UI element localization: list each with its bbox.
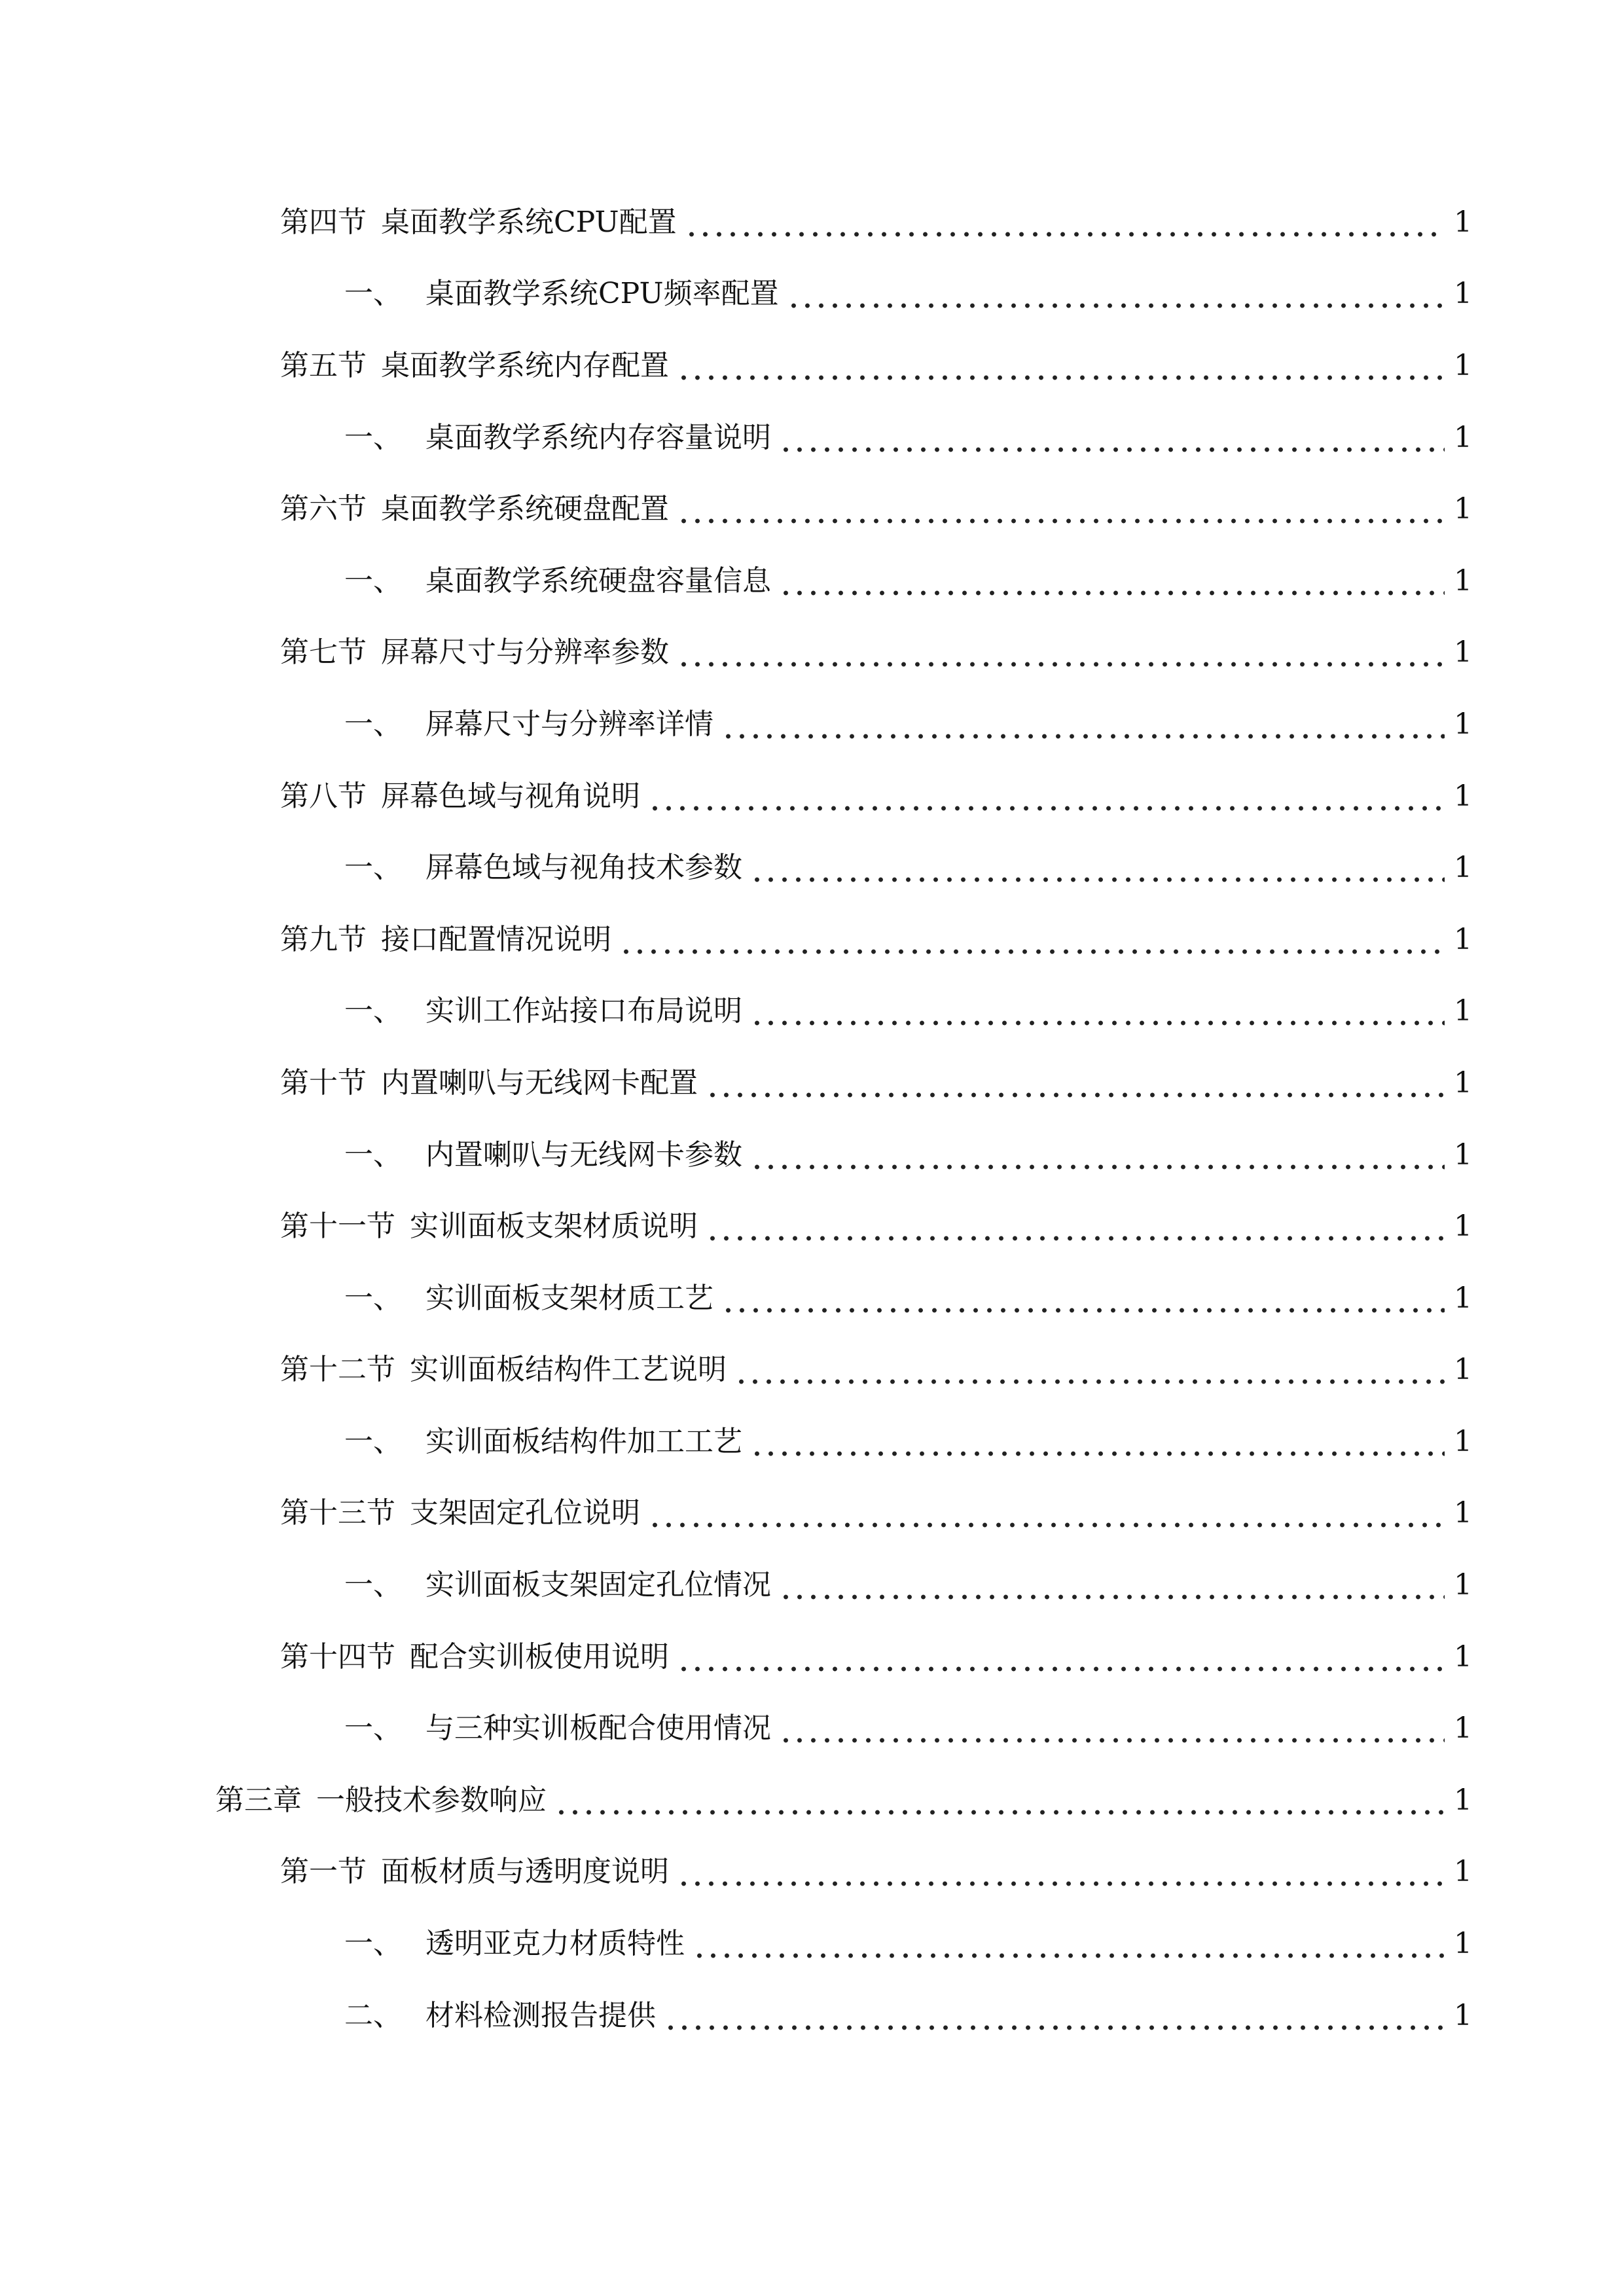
dot-leader — [648, 782, 1445, 811]
toc-entry-page-number: 1 — [1454, 922, 1472, 956]
toc-entry-number: 第一节 — [280, 1855, 367, 1889]
toc-entry[interactable] — [0, 832, 1624, 904]
toc-entry-title: 屏幕尺寸与分辨率详情 — [425, 707, 713, 741]
dot-leader — [779, 567, 1445, 596]
toc-entry-title: 实训面板支架材质说明 — [410, 1210, 698, 1244]
dot-leader — [787, 279, 1445, 308]
toc-entry-label — [280, 1353, 727, 1387]
toc-entry-page-number: 1 — [1454, 205, 1472, 239]
toc-entry[interactable] — [0, 1263, 1624, 1335]
dot-leader — [706, 1212, 1445, 1241]
toc-entry-label — [280, 779, 640, 813]
dot-leader — [750, 997, 1445, 1026]
toc-entry-label — [344, 564, 771, 598]
dot-leader — [721, 1284, 1445, 1313]
dot-leader — [664, 2001, 1445, 2030]
toc-entry[interactable] — [0, 1406, 1624, 1478]
toc-entry-number: 一、 — [344, 851, 402, 885]
toc-entry-label — [280, 636, 669, 670]
toc-entry-title: 与三种实训板配合使用情况 — [425, 1712, 771, 1746]
toc-entry-page-number: 1 — [1454, 851, 1472, 885]
toc-entry-label — [344, 277, 779, 311]
toc-entry[interactable] — [0, 545, 1624, 617]
toc-entry-label — [344, 851, 742, 885]
dot-leader — [750, 853, 1445, 882]
toc-entry[interactable] — [0, 1478, 1624, 1550]
toc-entry-title: 桌面教学系统内存容量说明 — [425, 420, 771, 454]
dot-leader — [721, 710, 1445, 739]
toc-entry[interactable] — [0, 473, 1624, 545]
dot-leader — [677, 1643, 1445, 1672]
dot-leader — [619, 925, 1445, 954]
toc-entry-number: 第十四节 — [280, 1640, 395, 1674]
toc-entry-page-number: 1 — [1454, 564, 1472, 598]
dot-leader — [779, 1714, 1445, 1743]
toc-entry[interactable] — [0, 1549, 1624, 1621]
toc-entry-label — [344, 1281, 713, 1315]
toc-entry-title: 桌面教学系统硬盘配置 — [381, 492, 669, 526]
dot-leader — [693, 1929, 1445, 1958]
toc-entry-label — [344, 1568, 771, 1602]
toc-entry[interactable] — [0, 1765, 1624, 1837]
toc-entry-page-number: 1 — [1454, 1138, 1472, 1172]
toc-entry-page-number: 1 — [1454, 1855, 1472, 1889]
toc-entry-number: 一、 — [344, 994, 402, 1028]
toc-entry[interactable] — [0, 187, 1624, 259]
dot-leader — [779, 1571, 1445, 1600]
table-of-contents — [0, 187, 1624, 2051]
toc-entry-number: 一、 — [344, 707, 402, 741]
toc-entry-page-number: 1 — [1454, 1927, 1472, 1961]
toc-entry-label — [344, 1998, 656, 2032]
toc-entry-label — [280, 348, 669, 382]
toc-entry-number: 一、 — [344, 420, 402, 454]
toc-entry-title: 实训面板结构件加工工艺 — [425, 1424, 742, 1458]
toc-entry-number: 一、 — [344, 277, 402, 311]
toc-entry-title: 实训面板支架材质工艺 — [425, 1281, 713, 1315]
toc-entry-label — [344, 1138, 742, 1172]
toc-entry-label — [280, 205, 677, 239]
toc-entry-title: 内置喇叭与无线网卡参数 — [425, 1138, 742, 1172]
toc-entry-title: 桌面教学系统CPU频率配置 — [425, 277, 779, 311]
toc-entry-number: 一、 — [344, 1927, 402, 1961]
toc-entry-label — [344, 707, 713, 741]
dot-leader — [554, 1786, 1445, 1815]
toc-entry-page-number: 1 — [1454, 636, 1472, 670]
toc-entry-label — [215, 1783, 547, 1817]
toc-entry-title: 屏幕尺寸与分辨率参数 — [381, 636, 669, 670]
toc-entry-title: 一般技术参数响应 — [316, 1783, 547, 1817]
toc-entry-label — [344, 994, 742, 1028]
toc-entry-page-number: 1 — [1454, 277, 1472, 311]
toc-entry-page-number: 1 — [1454, 1210, 1472, 1244]
toc-entry-label — [280, 1855, 669, 1889]
toc-entry-number: 第六节 — [280, 492, 367, 526]
dot-leader — [677, 351, 1445, 380]
dot-leader — [648, 1499, 1445, 1528]
toc-entry-label — [344, 1927, 685, 1961]
toc-entry-title: 支架固定孔位说明 — [410, 1496, 640, 1530]
toc-entry-page-number: 1 — [1454, 1998, 1472, 2032]
toc-entry[interactable] — [0, 1980, 1624, 2052]
toc-entry[interactable] — [0, 1119, 1624, 1191]
dot-leader — [677, 638, 1445, 667]
dot-leader — [750, 1427, 1445, 1456]
toc-entry-title: 接口配置情况说明 — [381, 922, 611, 956]
dot-leader — [779, 423, 1445, 452]
toc-entry-page-number: 1 — [1454, 492, 1472, 526]
toc-entry-title: 实训面板结构件工艺说明 — [410, 1353, 727, 1387]
toc-entry-page-number: 1 — [1454, 707, 1472, 741]
toc-entry-number: 一、 — [344, 1281, 402, 1315]
toc-entry-label — [280, 1496, 640, 1530]
toc-entry[interactable] — [0, 1191, 1624, 1263]
toc-entry-title: 桌面教学系统CPU配置 — [381, 205, 677, 239]
toc-entry-number: 第四节 — [280, 205, 367, 239]
toc-entry[interactable] — [0, 689, 1624, 761]
toc-entry[interactable] — [0, 617, 1624, 689]
toc-entry-number: 第十节 — [280, 1066, 367, 1100]
toc-entry-title: 内置喇叭与无线网卡配置 — [381, 1066, 698, 1100]
toc-entry[interactable] — [0, 1837, 1624, 1909]
toc-entry-page-number: 1 — [1454, 1424, 1472, 1458]
toc-entry-page-number: 1 — [1454, 779, 1472, 813]
toc-entry-number: 一、 — [344, 1568, 402, 1602]
toc-entry-page-number: 1 — [1454, 1568, 1472, 1602]
toc-entry-label — [280, 922, 611, 956]
toc-entry-number: 一、 — [344, 1138, 402, 1172]
toc-entry-number: 第十二节 — [280, 1353, 395, 1387]
toc-entry[interactable] — [0, 259, 1624, 331]
toc-entry-number: 第九节 — [280, 922, 367, 956]
toc-entry-title: 桌面教学系统硬盘容量信息 — [425, 564, 771, 598]
toc-entry-number: 一、 — [344, 564, 402, 598]
dot-leader — [685, 208, 1445, 237]
toc-entry[interactable] — [0, 904, 1624, 976]
toc-entry-title: 桌面教学系统内存配置 — [381, 348, 669, 382]
toc-entry-page-number: 1 — [1454, 994, 1472, 1028]
dot-leader — [677, 495, 1445, 524]
toc-entry-label — [280, 1066, 698, 1100]
dot-leader — [734, 1355, 1445, 1384]
toc-entry-number: 第三章 — [215, 1783, 302, 1817]
toc-entry[interactable] — [0, 402, 1624, 474]
toc-entry[interactable] — [0, 976, 1624, 1048]
toc-entry-label — [280, 1640, 669, 1674]
dot-leader — [677, 1857, 1445, 1886]
toc-entry-title: 面板材质与透明度说明 — [381, 1855, 669, 1889]
toc-entry-number: 第八节 — [280, 779, 367, 813]
toc-entry-title: 透明亚克力材质特性 — [425, 1927, 685, 1961]
toc-entry-number: 第七节 — [280, 636, 367, 670]
toc-entry-page-number: 1 — [1454, 1712, 1472, 1746]
toc-entry-number: 一、 — [344, 1712, 402, 1746]
toc-entry-page-number: 1 — [1454, 420, 1472, 454]
dot-leader — [750, 1141, 1445, 1170]
toc-entry[interactable] — [0, 761, 1624, 833]
toc-entry-number: 一、 — [344, 1424, 402, 1458]
toc-entry-page-number: 1 — [1454, 1783, 1472, 1817]
toc-entry-label — [344, 1424, 742, 1458]
toc-entry-label — [344, 420, 771, 454]
toc-entry-number: 第十三节 — [280, 1496, 395, 1530]
toc-entry-title: 实训面板支架固定孔位情况 — [425, 1568, 771, 1602]
toc-entry[interactable] — [0, 330, 1624, 402]
toc-entry-label — [344, 1712, 771, 1746]
toc-entry[interactable] — [0, 1908, 1624, 1980]
toc-entry-title: 实训工作站接口布局说明 — [425, 994, 742, 1028]
toc-entry[interactable] — [0, 1335, 1624, 1407]
toc-entry-title: 配合实训板使用说明 — [410, 1640, 669, 1674]
toc-entry-number: 二、 — [344, 1998, 402, 2032]
toc-entry[interactable] — [0, 1621, 1624, 1693]
toc-entry-page-number: 1 — [1454, 1281, 1472, 1315]
toc-entry-number: 第五节 — [280, 348, 367, 382]
toc-entry-page-number: 1 — [1454, 1066, 1472, 1100]
toc-entry-title: 屏幕色域与视角说明 — [381, 779, 640, 813]
toc-entry-label — [280, 1210, 698, 1244]
toc-entry-page-number: 1 — [1454, 1496, 1472, 1530]
toc-entry-number: 第十一节 — [280, 1210, 395, 1244]
toc-entry-page-number: 1 — [1454, 348, 1472, 382]
toc-entry[interactable] — [0, 1047, 1624, 1119]
toc-entry-page-number: 1 — [1454, 1353, 1472, 1387]
toc-entry-title: 屏幕色域与视角技术参数 — [425, 851, 742, 885]
dot-leader — [706, 1069, 1445, 1098]
toc-entry[interactable] — [0, 1693, 1624, 1765]
toc-entry-label — [280, 492, 669, 526]
toc-entry-page-number: 1 — [1454, 1640, 1472, 1674]
toc-entry-title: 材料检测报告提供 — [425, 1998, 656, 2032]
